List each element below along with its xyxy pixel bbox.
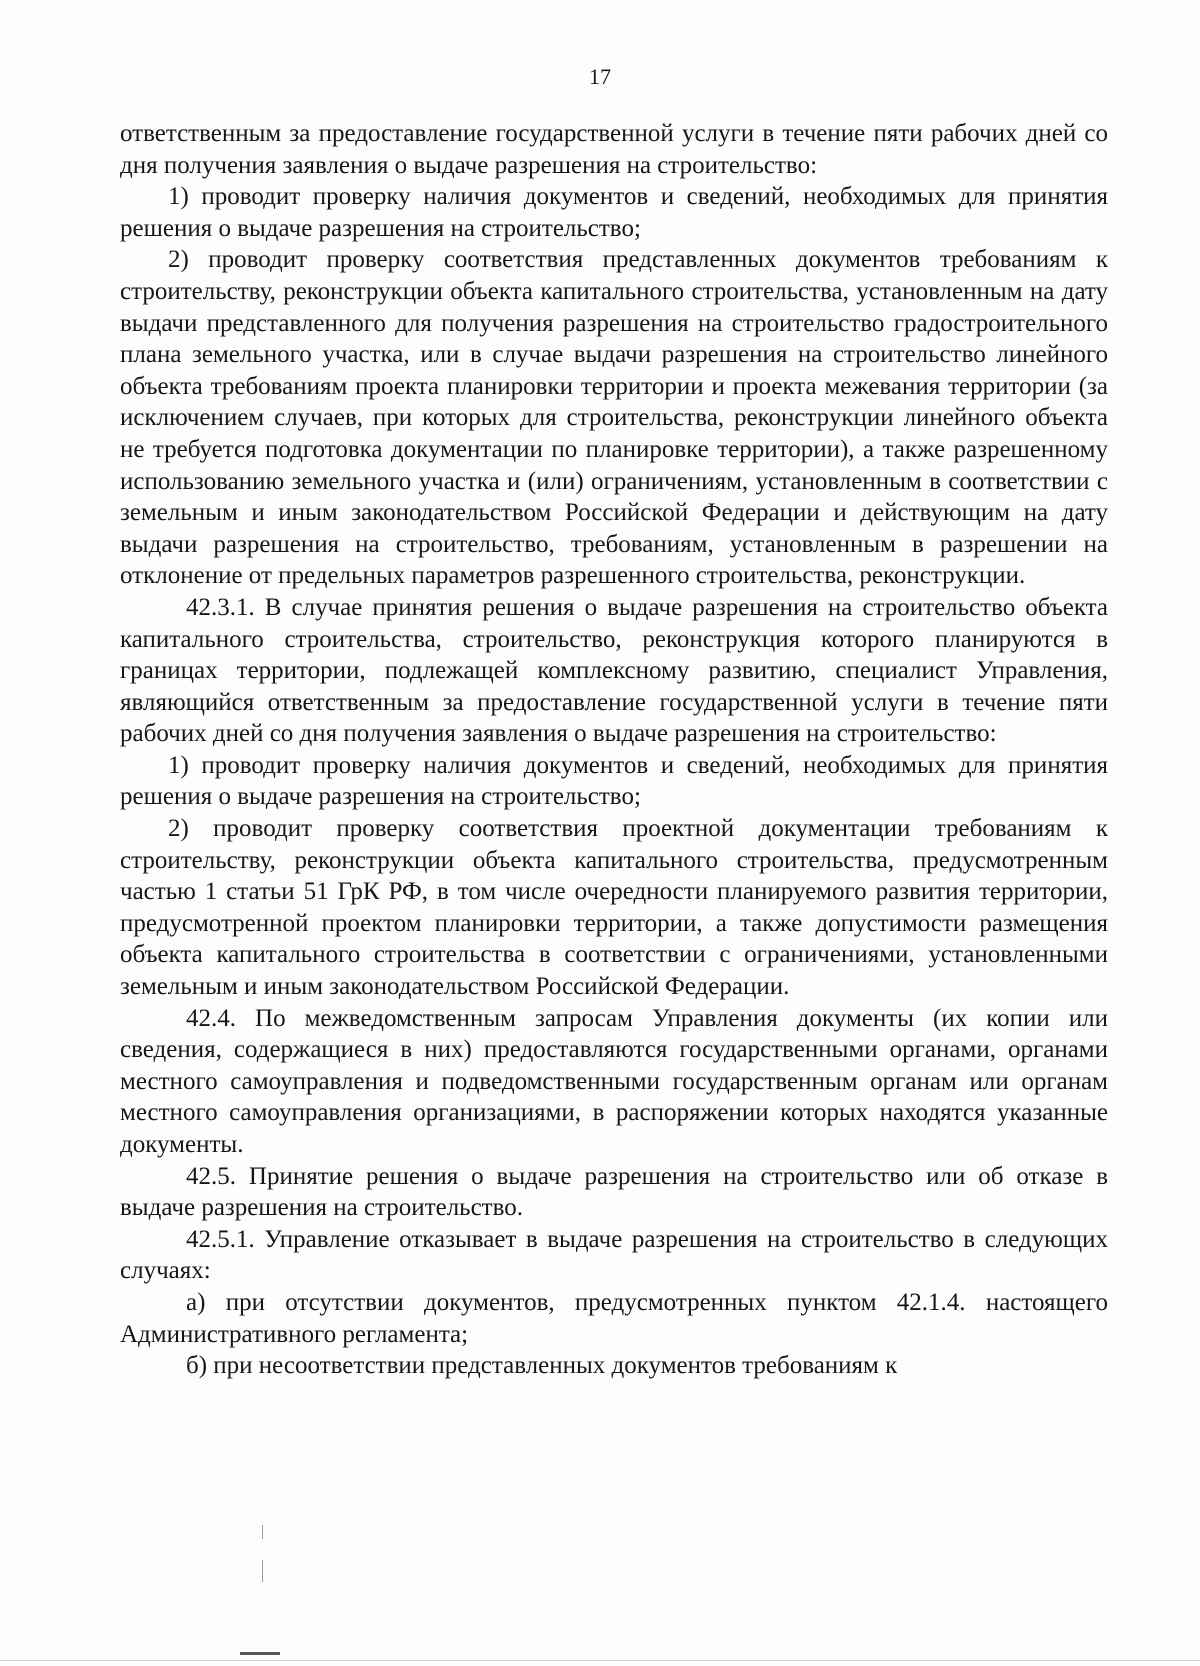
paragraph-42-5-1: 42.5.1. Управление отказывает в выдаче разрешения на строительство в следующих случаях: [120,1225,1108,1285]
paragraph-item-b: б) при несоответствии представленных документов требованиям к [186,1352,898,1380]
scan-mark [262,1525,263,1539]
paragraph-continuation: ответственным за предоставление государственной услуги в течение пяти рабочих дней со дня получения заявления о выдаче разрешения на строительство: [120,120,1108,179]
scan-edge [0,1660,1200,1661]
document-body [120,118,1108,1382]
paragraph-42-3-1: 42.3.1. В случае принятия решения о выдаче разрешения на строительство объекта капитального строительства, строительство, реконструкция которого планируются в границах территории, подлежащей комплексному развитию, специалист Управления, являющийся ответственным за предоставление государственной услуги в течение пяти рабочих дней со дня получения заявления о выдаче разрешения на строительство: [120,593,1108,748]
paragraph-item-1: 1) проводит проверку наличия документов и сведений, необходимых для принятия решения о выдаче разрешения на строительство; [120,183,1108,242]
page-number: 17 [589,64,611,89]
scan-mark [240,1652,280,1655]
paragraph-item-2b: 2) проводит проверку соответствия проектной документации требованиям к строительству, реконструкции объекта капитального строительства, предусмотренным частью 1 статьи 51 ГрК РФ, в том числе очередности планируемого развития территории, предусмотренной проектом планировки территории, а также допустимости размещения объекта капитального строительства в соответствии с ограничениями, установленными земельным и иным законодательством Российской Федерации. [120,815,1108,1001]
paragraph-item-a: а) при отсутствии документов, предусмотренных пунктом 42.1.4. настоящего Административного регламента; [120,1288,1108,1348]
paragraph-item-1b: 1) проводит проверку наличия документов и сведений, необходимых для принятия решения о выдаче разрешения на строительство; [120,751,1108,811]
scan-mark [262,1560,263,1582]
paragraph-item-2: 2) проводит проверку соответствия представленных документов требованиям к строительству, реконструкции объекта капитального строительства, установленным на дату выдачи представленного для получения разрешения на строительство градостроительного плана земельного участка, или в случае выдачи разрешения на строительство линейного объекта требованиям проекта планировки территории и проекта межевания территории (за исключением случаев, при которых для строительства, реконструкции линейного объекта не требуется подготовка документации по планировке территории), а также разрешенному использованию земельного участка и (или) ограничениям, установленным в соответствии с земельным и иным законодательством Российской Федерации и действующим на дату выдачи разрешения на строительство, требованиям, установленным в разрешении на отклонение от предельных параметров разрешенного строительства, реконструкции. [120,246,1108,590]
paragraph-42-5: 42.5. Принятие решения о выдаче разрешения на строительство или об отказе в выдаче разрешения на строительство. [120,1162,1108,1222]
paragraph-42-4: 42.4. По межведомственным запросам Управления документы (их копии или сведения, содержащиеся в них) предоставляются государственными органами, органами местного самоуправления и подведомственными государственным органам или органам местного самоуправления организациями, в распоряжении которых находятся указанные документы. [120,1004,1108,1158]
